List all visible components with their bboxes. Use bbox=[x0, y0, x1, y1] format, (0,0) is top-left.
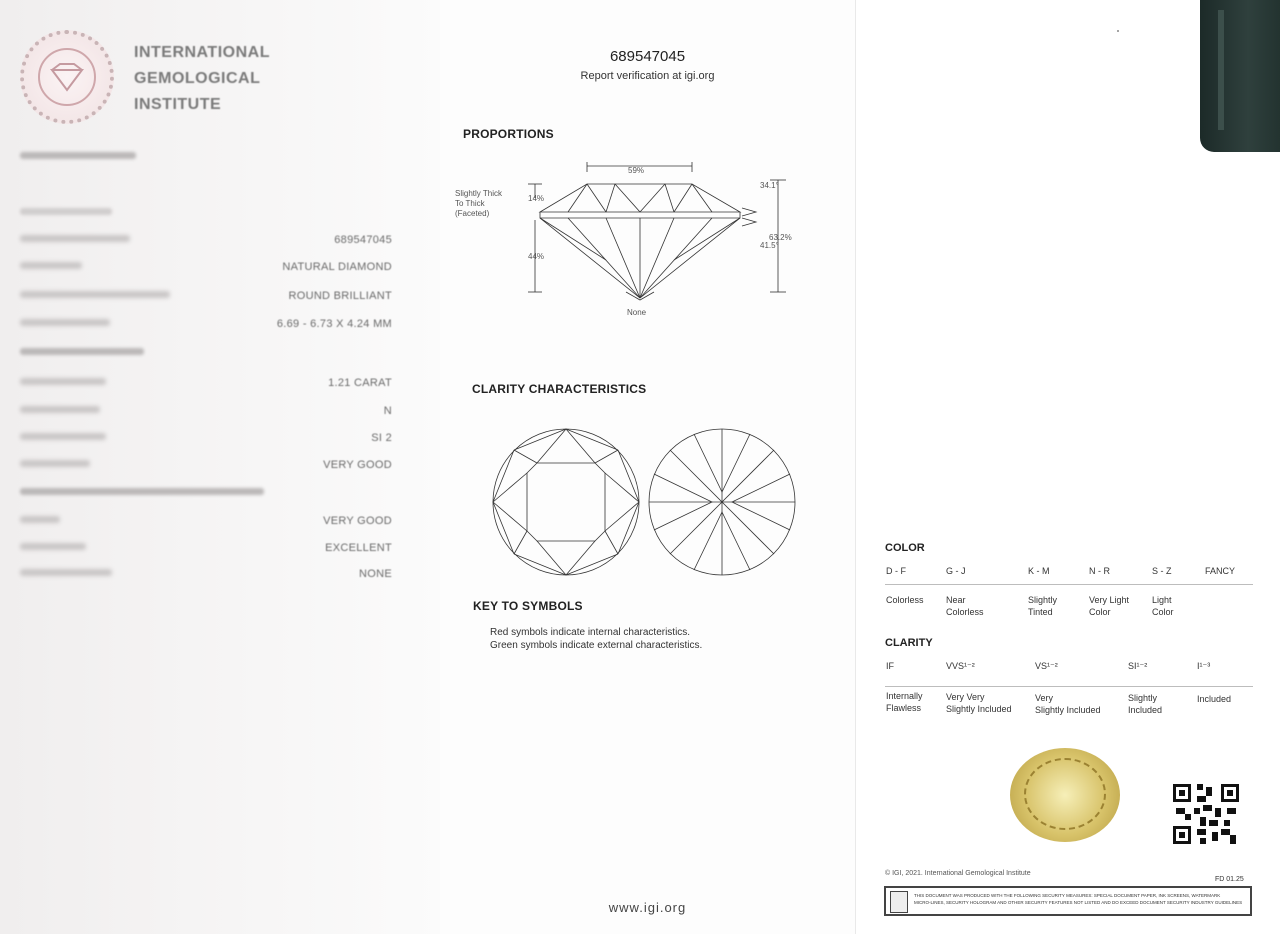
grading-value: SI 2 bbox=[371, 432, 392, 444]
color-scale-rule bbox=[885, 584, 1253, 585]
grading-value: VERY GOOD bbox=[323, 459, 392, 471]
redacted-date bbox=[20, 208, 112, 215]
pavilion-percent: 44% bbox=[528, 252, 545, 261]
table-percent: 59% bbox=[628, 166, 645, 175]
proportions-heading: PROPORTIONS bbox=[463, 127, 554, 141]
color-grade: S - Z bbox=[1152, 566, 1172, 576]
clarity-scale-rule bbox=[885, 686, 1253, 687]
additional-value: EXCELLENT bbox=[325, 542, 392, 554]
security-note-line-1: THIS DOCUMENT WAS PRODUCED WITH THE FOLLOWING SECURITY MEASURES: SPECIAL DOCUMENT PAPER, INK SCREENS, WATERMARK bbox=[914, 893, 1221, 898]
proportions-diagram bbox=[440, 150, 855, 330]
institute-line-1: INTERNATIONAL bbox=[134, 44, 270, 61]
detail-row bbox=[20, 234, 392, 250]
grading-value: 1.21 CARAT bbox=[328, 377, 392, 389]
detail-value: NATURAL DIAMOND bbox=[282, 261, 392, 273]
left-panel bbox=[0, 0, 440, 934]
clarity-description: Included bbox=[1197, 694, 1232, 704]
clarity-grade: IF bbox=[886, 661, 894, 671]
girdle-line-1: Slightly Thick bbox=[455, 189, 502, 198]
redacted-additional-heading bbox=[20, 488, 264, 495]
speck bbox=[1117, 30, 1119, 32]
color-description: Slightly Tinted bbox=[1028, 595, 1058, 617]
clarity-grade: SI¹⁻² bbox=[1128, 661, 1148, 671]
grading-value: N bbox=[383, 405, 392, 417]
color-grade: FANCY bbox=[1205, 566, 1236, 576]
form-code: FD 01.25 bbox=[1215, 876, 1244, 883]
color-description: Very Light Color bbox=[1089, 595, 1130, 617]
institute-line-2: GEMOLOGICAL bbox=[134, 70, 261, 87]
color-grade: G - J bbox=[946, 566, 966, 576]
clarity-grade: VS¹⁻² bbox=[1035, 661, 1058, 671]
institute-line-3: INSTITUTE bbox=[134, 96, 222, 113]
additional-value: VERY GOOD bbox=[323, 515, 392, 527]
redacted-section-heading bbox=[20, 152, 136, 159]
hologram-seal-icon bbox=[1010, 748, 1120, 842]
color-grade: K - M bbox=[1028, 566, 1050, 576]
report-verification-text[interactable]: Report verification at igi.org bbox=[580, 70, 715, 82]
footer-url[interactable]: www.igi.org bbox=[608, 900, 687, 915]
clarity-grade: VVS¹⁻² bbox=[946, 661, 975, 671]
pavilion-angle: 41.5° bbox=[760, 241, 779, 250]
color-description: Near Colorless bbox=[946, 595, 984, 617]
color-grade: D - F bbox=[886, 566, 906, 576]
key-green-symbols: Green symbols indicate external characteristics. bbox=[490, 640, 703, 651]
key-to-symbols-heading: KEY TO SYMBOLS bbox=[473, 599, 583, 613]
girdle-line-2: To Thick bbox=[455, 199, 485, 208]
security-features-box bbox=[884, 886, 1252, 916]
report-number: 689547045 bbox=[609, 48, 686, 65]
total-depth: 63.2% bbox=[769, 233, 792, 242]
color-description: Colorless bbox=[886, 595, 924, 605]
certificate-folder-edge bbox=[1200, 0, 1280, 152]
clarity-scale-title: CLARITY bbox=[885, 637, 933, 649]
clarity-description: Slightly Included bbox=[1128, 693, 1163, 715]
girdle-description bbox=[455, 189, 502, 219]
girdle-line-3: (Faceted) bbox=[455, 209, 490, 218]
clarity-description: Internally Flawless bbox=[886, 691, 923, 713]
diamond-emblem-icon bbox=[38, 48, 96, 106]
clarity-grade: I¹⁻³ bbox=[1197, 661, 1211, 671]
grading-row bbox=[20, 377, 392, 393]
detail-row bbox=[20, 261, 392, 277]
crown-angle: 34.1° bbox=[760, 181, 779, 190]
document-icon bbox=[890, 891, 908, 913]
security-note-line-2: MICRO-LINES, SECURITY HOLOGRAM AND OTHER SECURITY FEATURES NOT LISTED AND DO EXCEED DOCUMENT SECURITY INDUSTRY GUIDELINES bbox=[914, 900, 1243, 905]
detail-value: 6.69 - 6.73 X 4.24 MM bbox=[276, 318, 392, 330]
detail-row bbox=[20, 318, 392, 334]
additional-row bbox=[20, 568, 392, 584]
security-note bbox=[914, 892, 1244, 906]
color-scale-title: COLOR bbox=[885, 542, 925, 554]
additional-value: NONE bbox=[359, 568, 392, 580]
igi-logo-seal-icon bbox=[20, 30, 114, 124]
grading-row bbox=[20, 405, 392, 421]
additional-row bbox=[20, 515, 392, 531]
grading-row bbox=[20, 459, 392, 475]
clarity-characteristics-heading: CLARITY CHARACTERISTICS bbox=[472, 382, 647, 396]
color-grade: N - R bbox=[1089, 566, 1110, 576]
qr-code-icon[interactable] bbox=[1173, 784, 1239, 844]
girdle-percent: 14% bbox=[528, 194, 545, 203]
grading-row bbox=[20, 432, 392, 448]
institute-name bbox=[134, 40, 270, 118]
culet-value: None bbox=[627, 308, 647, 317]
additional-row bbox=[20, 542, 392, 558]
detail-row bbox=[20, 290, 392, 306]
clarity-description: Very Slightly Included bbox=[1035, 693, 1101, 715]
clarity-plot-crown bbox=[490, 426, 642, 578]
key-red-symbols: Red symbols indicate internal characteristics. bbox=[490, 627, 691, 638]
clarity-plot-pavilion bbox=[646, 426, 798, 578]
redacted-grading-heading bbox=[20, 348, 144, 355]
detail-value: ROUND BRILLIANT bbox=[288, 290, 392, 302]
copyright-text: © IGI, 2021. International Gemological Institute bbox=[885, 870, 1031, 877]
clarity-description: Very Very Slightly Included bbox=[946, 692, 1012, 714]
diamond-glyph-icon bbox=[40, 50, 94, 104]
detail-value: 689547045 bbox=[334, 234, 392, 246]
color-description: Light Color bbox=[1152, 595, 1174, 617]
